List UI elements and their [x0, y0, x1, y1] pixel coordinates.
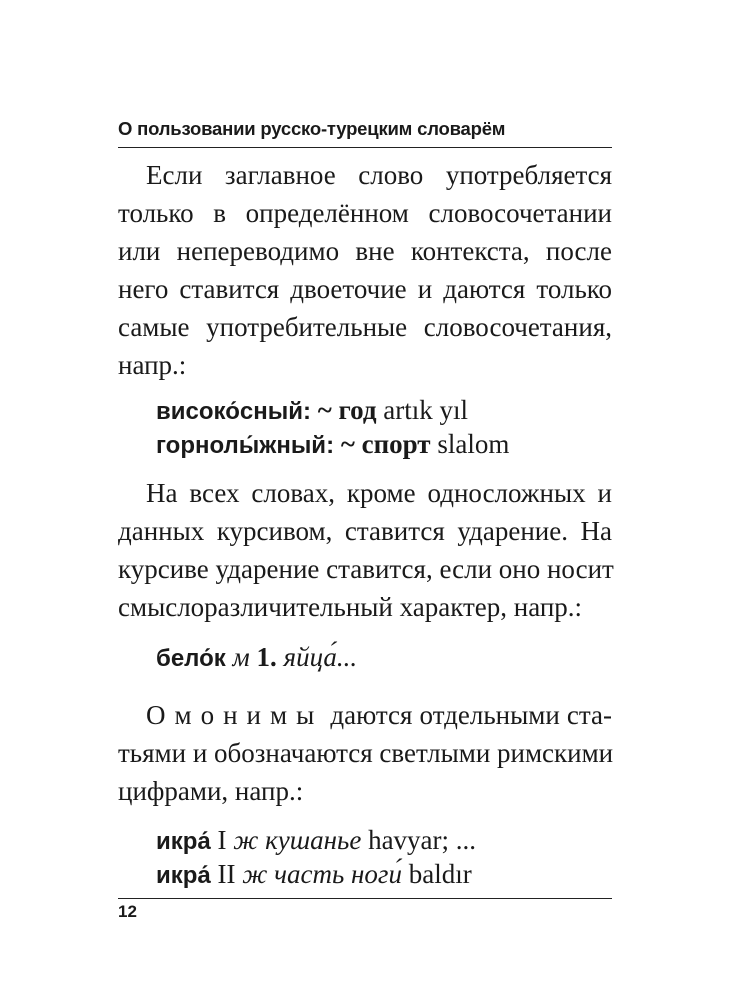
para3-line: цифрами, напр.: — [118, 776, 304, 806]
para1-line: Если заглавное слово употребляется — [146, 160, 612, 190]
para1-line: только в определённом словосочетании — [118, 198, 612, 228]
para1-line: самые употребительные словосочетания, — [118, 312, 612, 342]
para1-line: него ставится двоеточие и даются только — [118, 274, 612, 304]
para3-text: даются отдельными ста- — [330, 700, 612, 730]
roman-numeral: II — [217, 859, 236, 889]
translation: slalom — [437, 429, 510, 459]
headword: икра́ — [156, 828, 211, 855]
header-rule — [118, 147, 612, 148]
sense-number: 1. — [256, 642, 277, 672]
translation: artık yıl — [383, 395, 468, 425]
para2-line: данных курсивом, ставится ударение. На — [118, 516, 612, 546]
para2-line: курсиве ударение ставится, если оно носит — [118, 554, 614, 584]
example-entry — [156, 859, 472, 890]
gloss: яйца́... — [283, 642, 358, 672]
gender: м — [232, 642, 250, 672]
para2-line: На всех словах, кроме односложных и — [146, 478, 612, 508]
headword: бело́к — [156, 645, 226, 672]
translation: baldır — [408, 859, 472, 889]
headword: високо́сный: — [156, 398, 311, 425]
para1-line: напр.: — [118, 350, 187, 380]
para2-line: смыслоразличительный характер, напр.: — [118, 592, 583, 622]
footer-rule — [118, 898, 612, 899]
running-header: О пользовании русско-турецким словарём — [118, 118, 506, 139]
example-entry — [156, 429, 509, 460]
phrase: ~ спорт — [340, 429, 431, 459]
para3-line — [146, 700, 612, 731]
translation: havyar; ... — [368, 825, 477, 855]
example-entry — [156, 825, 476, 856]
roman-numeral: I — [217, 825, 227, 855]
para1-line: или непереводимо вне контекста, после — [118, 236, 612, 266]
headword: горнолы́жный: — [156, 432, 335, 459]
example-entry — [156, 642, 357, 673]
para3-line: тьями и обозначаются светлыми римскими — [118, 738, 614, 768]
gloss: ж кушанье — [233, 825, 362, 855]
page-number: 12 — [118, 902, 137, 921]
spaced-term: Омонимы — [146, 700, 324, 730]
phrase: ~ год — [317, 395, 377, 425]
example-entry — [156, 395, 468, 426]
headword: икра́ — [156, 862, 211, 889]
gloss: ж часть ноги́ — [242, 859, 402, 889]
